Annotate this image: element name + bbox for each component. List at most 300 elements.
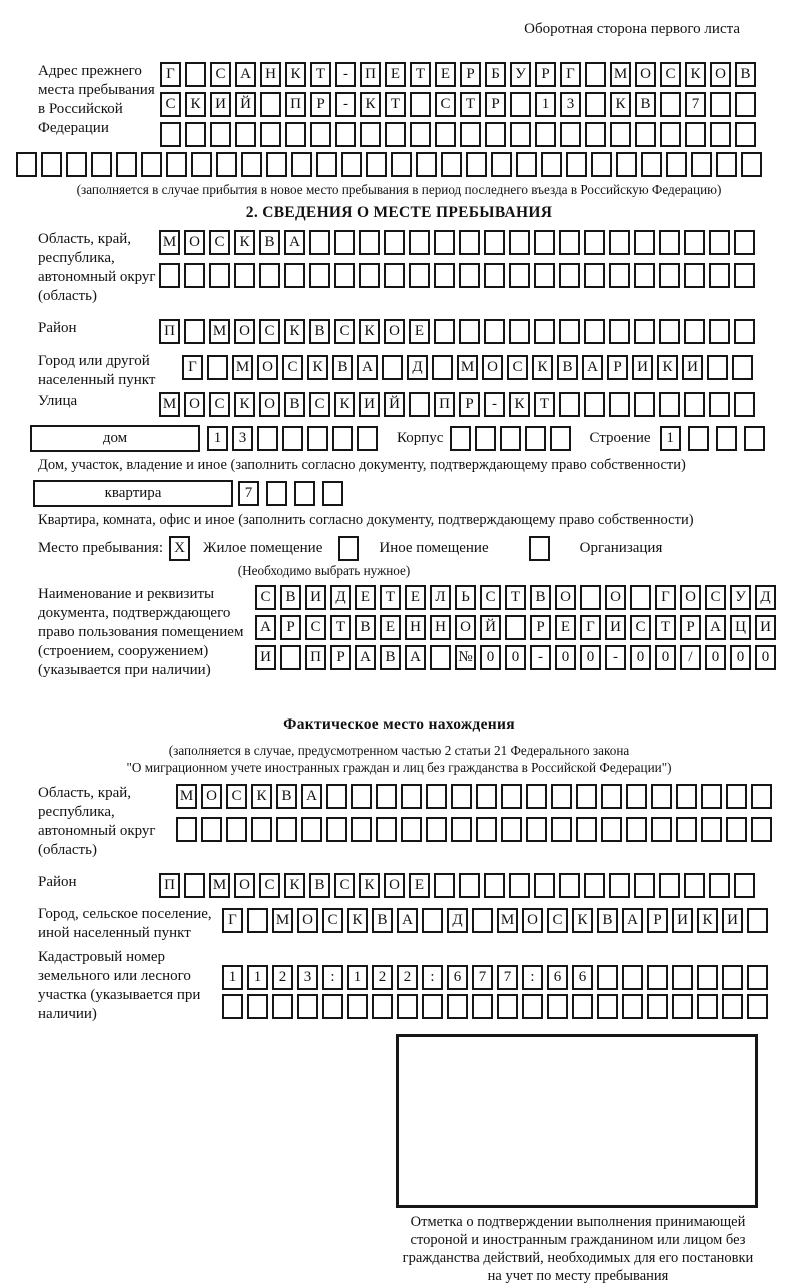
char-cell bbox=[476, 784, 497, 809]
char-cell bbox=[66, 152, 87, 177]
char-cell bbox=[366, 152, 387, 177]
char-cell: № bbox=[455, 645, 476, 670]
char-cell bbox=[484, 873, 505, 898]
char-cell: Н bbox=[430, 615, 451, 640]
char-cell bbox=[259, 263, 280, 288]
char-cell bbox=[359, 230, 380, 255]
char-cell: К bbox=[334, 392, 355, 417]
char-cell bbox=[622, 965, 643, 990]
char-cell bbox=[334, 263, 355, 288]
char-cell bbox=[651, 784, 672, 809]
char-cell: В bbox=[355, 615, 376, 640]
char-cell bbox=[297, 994, 318, 1019]
char-cell: Р bbox=[485, 92, 506, 117]
char-cell: М bbox=[159, 230, 180, 255]
char-cell: А bbox=[705, 615, 726, 640]
char-cell bbox=[510, 92, 531, 117]
char-cell bbox=[260, 122, 281, 147]
box-row bbox=[450, 426, 575, 451]
char-cell bbox=[685, 122, 706, 147]
district-label: Район bbox=[38, 320, 77, 336]
char-cell bbox=[676, 817, 697, 842]
char-cell: Р bbox=[460, 62, 481, 87]
char-cell: Б bbox=[485, 62, 506, 87]
box-row bbox=[255, 645, 780, 670]
box-row bbox=[176, 817, 776, 842]
char-cell: В bbox=[280, 585, 301, 610]
char-cell bbox=[510, 122, 531, 147]
char-cell: В bbox=[735, 62, 756, 87]
char-cell bbox=[551, 817, 572, 842]
char-cell bbox=[659, 319, 680, 344]
char-cell bbox=[585, 92, 606, 117]
char-cell bbox=[585, 122, 606, 147]
char-cell bbox=[572, 994, 593, 1019]
stamp-caption bbox=[382, 1213, 774, 1285]
stamp-caption-line: Отметка о подтверждении выполнения принимающей bbox=[410, 1214, 746, 1230]
char-cell: : bbox=[522, 965, 543, 990]
char-cell bbox=[584, 263, 605, 288]
char-cell: 1 bbox=[207, 426, 228, 451]
char-cell bbox=[432, 355, 453, 380]
char-cell bbox=[691, 152, 712, 177]
box-row bbox=[159, 392, 759, 417]
char-cell: Р bbox=[680, 615, 701, 640]
char-cell bbox=[160, 122, 181, 147]
char-cell: С bbox=[160, 92, 181, 117]
char-cell bbox=[16, 152, 37, 177]
char-cell: К bbox=[234, 392, 255, 417]
stay-type-note: (Необходимо выбрать нужное) bbox=[237, 563, 411, 578]
char-cell: М bbox=[209, 873, 230, 898]
char-cell bbox=[601, 817, 622, 842]
char-cell bbox=[634, 263, 655, 288]
char-cell bbox=[334, 230, 355, 255]
char-cell bbox=[351, 784, 372, 809]
char-cell bbox=[459, 319, 480, 344]
char-cell: М bbox=[176, 784, 197, 809]
char-cell: Г bbox=[655, 585, 676, 610]
char-cell: 0 bbox=[580, 645, 601, 670]
char-cell: А bbox=[405, 645, 426, 670]
char-cell bbox=[684, 392, 705, 417]
char-cell bbox=[526, 817, 547, 842]
city2-label: Город, сельское поселение, иной населенный пункт bbox=[38, 906, 212, 941]
char-cell bbox=[709, 873, 730, 898]
char-cell: О bbox=[184, 230, 205, 255]
char-cell: У bbox=[510, 62, 531, 87]
char-cell bbox=[634, 230, 655, 255]
street-label: Улица bbox=[38, 393, 78, 409]
char-cell bbox=[235, 122, 256, 147]
char-cell bbox=[441, 152, 462, 177]
box-row bbox=[222, 965, 772, 990]
char-cell: К bbox=[697, 908, 718, 933]
char-cell bbox=[409, 263, 430, 288]
char-cell bbox=[509, 873, 530, 898]
char-cell bbox=[684, 230, 705, 255]
char-cell bbox=[541, 152, 562, 177]
char-cell: Р bbox=[530, 615, 551, 640]
char-cell bbox=[422, 994, 443, 1019]
char-cell bbox=[266, 152, 287, 177]
char-cell: С bbox=[334, 873, 355, 898]
char-cell bbox=[322, 481, 343, 506]
char-cell: О bbox=[257, 355, 278, 380]
char-cell bbox=[559, 230, 580, 255]
char-cell: 1 bbox=[222, 965, 243, 990]
char-cell: Г bbox=[222, 908, 243, 933]
char-cell bbox=[710, 122, 731, 147]
house-note: Дом, участок, владение и иное (заполнить согласно документу, подтверждающему право собственности) bbox=[38, 457, 686, 473]
char-cell bbox=[360, 122, 381, 147]
char-cell: Т bbox=[534, 392, 555, 417]
char-cell: Т bbox=[655, 615, 676, 640]
char-cell: Д bbox=[330, 585, 351, 610]
char-cell bbox=[301, 817, 322, 842]
char-cell: И bbox=[605, 615, 626, 640]
char-cell: Р bbox=[330, 645, 351, 670]
char-cell bbox=[684, 319, 705, 344]
char-cell: И bbox=[632, 355, 653, 380]
house-row bbox=[16, 425, 782, 452]
char-cell bbox=[484, 263, 505, 288]
char-cell: Г bbox=[560, 62, 581, 87]
box-row bbox=[238, 481, 350, 506]
char-cell bbox=[430, 645, 451, 670]
region2-rows bbox=[176, 784, 776, 846]
stamp-caption-line: стороной и иностранным гражданином или лицом без bbox=[410, 1232, 746, 1248]
char-cell bbox=[332, 426, 353, 451]
box-row bbox=[176, 784, 776, 809]
char-cell: Е bbox=[409, 873, 430, 898]
document-rows bbox=[255, 585, 780, 674]
char-cell bbox=[272, 994, 293, 1019]
char-cell bbox=[210, 122, 231, 147]
char-cell bbox=[285, 122, 306, 147]
char-cell bbox=[651, 817, 672, 842]
char-cell bbox=[472, 994, 493, 1019]
char-cell: 1 bbox=[660, 426, 681, 451]
char-cell: М bbox=[610, 62, 631, 87]
char-cell: К bbox=[307, 355, 328, 380]
char-cell: А bbox=[301, 784, 322, 809]
char-cell bbox=[525, 426, 546, 451]
char-cell: Р bbox=[647, 908, 668, 933]
char-cell bbox=[659, 873, 680, 898]
char-cell bbox=[484, 230, 505, 255]
char-cell: 6 bbox=[572, 965, 593, 990]
char-cell: К bbox=[572, 908, 593, 933]
char-cell: С bbox=[210, 62, 231, 87]
char-cell: Н bbox=[405, 615, 426, 640]
char-cell bbox=[326, 817, 347, 842]
char-cell bbox=[357, 426, 378, 451]
char-cell bbox=[397, 994, 418, 1019]
char-cell bbox=[222, 994, 243, 1019]
char-cell bbox=[534, 263, 555, 288]
char-cell bbox=[426, 784, 447, 809]
stamp-caption-line: гражданства действий, необходимых для его постановки bbox=[402, 1250, 754, 1266]
char-cell bbox=[747, 994, 768, 1019]
char-cell: Е bbox=[355, 585, 376, 610]
char-cell: К bbox=[284, 873, 305, 898]
char-cell bbox=[434, 319, 455, 344]
char-cell: 2 bbox=[372, 965, 393, 990]
char-cell: - bbox=[530, 645, 551, 670]
char-cell bbox=[707, 355, 728, 380]
char-cell: К bbox=[657, 355, 678, 380]
char-cell: С bbox=[705, 585, 726, 610]
char-cell: Л bbox=[430, 585, 451, 610]
char-cell bbox=[234, 263, 255, 288]
char-cell bbox=[597, 994, 618, 1019]
box-row bbox=[160, 122, 760, 147]
char-cell: О bbox=[184, 392, 205, 417]
char-cell bbox=[176, 817, 197, 842]
char-cell: В bbox=[635, 92, 656, 117]
char-cell: О bbox=[555, 585, 576, 610]
char-cell bbox=[609, 230, 630, 255]
char-cell bbox=[659, 230, 680, 255]
prev-address-block bbox=[16, 62, 782, 152]
char-cell bbox=[316, 152, 337, 177]
char-cell bbox=[547, 994, 568, 1019]
char-cell bbox=[559, 263, 580, 288]
char-cell bbox=[659, 392, 680, 417]
char-cell: 0 bbox=[630, 645, 651, 670]
char-cell: - bbox=[484, 392, 505, 417]
char-cell bbox=[384, 230, 405, 255]
actual-location-note1: (заполняется в случае, предусмотренном частью 2 статьи 21 Федерального закона bbox=[168, 743, 630, 758]
char-cell bbox=[505, 615, 526, 640]
apartment-label-box: квартира bbox=[33, 480, 233, 507]
char-cell: Р bbox=[535, 62, 556, 87]
char-cell bbox=[709, 319, 730, 344]
char-cell bbox=[185, 62, 206, 87]
char-cell: М bbox=[209, 319, 230, 344]
char-cell: - bbox=[605, 645, 626, 670]
char-cell: В bbox=[309, 319, 330, 344]
char-cell: Т bbox=[505, 585, 526, 610]
char-cell: 0 bbox=[730, 645, 751, 670]
char-cell bbox=[550, 426, 571, 451]
checkbox-organization bbox=[529, 536, 550, 561]
char-cell: В bbox=[276, 784, 297, 809]
char-cell: П bbox=[159, 873, 180, 898]
char-cell: В bbox=[380, 645, 401, 670]
char-cell: Д bbox=[755, 585, 776, 610]
char-cell bbox=[291, 152, 312, 177]
char-cell bbox=[744, 426, 765, 451]
char-cell: Г bbox=[160, 62, 181, 87]
box-row bbox=[255, 615, 780, 640]
char-cell bbox=[485, 122, 506, 147]
char-cell bbox=[284, 263, 305, 288]
char-cell: 7 bbox=[472, 965, 493, 990]
prev-address-note: (заполняется в случае прибытия в новое место пребывания в период последнего въезда в Российскую Федерацию) bbox=[76, 182, 722, 197]
char-cell bbox=[626, 817, 647, 842]
char-cell bbox=[276, 817, 297, 842]
char-cell bbox=[184, 319, 205, 344]
char-cell bbox=[559, 392, 580, 417]
char-cell: О bbox=[259, 392, 280, 417]
cadastral-block bbox=[16, 948, 782, 1024]
confirmation-stamp-box bbox=[396, 1034, 758, 1208]
char-cell bbox=[609, 319, 630, 344]
char-cell bbox=[732, 355, 753, 380]
char-cell bbox=[522, 994, 543, 1019]
char-cell: О bbox=[522, 908, 543, 933]
char-cell bbox=[734, 873, 755, 898]
char-cell: 1 bbox=[535, 92, 556, 117]
char-cell: И bbox=[672, 908, 693, 933]
stay-type-row bbox=[16, 536, 782, 561]
char-cell bbox=[630, 585, 651, 610]
char-cell bbox=[41, 152, 62, 177]
char-cell: 7 bbox=[497, 965, 518, 990]
char-cell bbox=[560, 122, 581, 147]
char-cell bbox=[310, 122, 331, 147]
cadastral-rows bbox=[222, 965, 772, 1023]
char-cell: 2 bbox=[272, 965, 293, 990]
char-cell bbox=[294, 481, 315, 506]
char-cell bbox=[372, 994, 393, 1019]
char-cell bbox=[647, 994, 668, 1019]
city-block bbox=[16, 352, 782, 390]
char-cell bbox=[185, 122, 206, 147]
char-cell: К bbox=[234, 230, 255, 255]
char-cell: С bbox=[480, 585, 501, 610]
char-cell: П bbox=[285, 92, 306, 117]
char-cell bbox=[191, 152, 212, 177]
char-cell: И bbox=[682, 355, 703, 380]
char-cell: А bbox=[355, 645, 376, 670]
char-cell bbox=[566, 152, 587, 177]
char-cell: А bbox=[357, 355, 378, 380]
char-cell: С bbox=[282, 355, 303, 380]
char-cell: Д bbox=[447, 908, 468, 933]
char-cell bbox=[551, 784, 572, 809]
char-cell bbox=[426, 817, 447, 842]
char-cell: С bbox=[209, 392, 230, 417]
char-cell: Е bbox=[380, 615, 401, 640]
char-cell bbox=[659, 263, 680, 288]
box-row bbox=[160, 62, 760, 87]
stroenie-label: Строение bbox=[589, 430, 651, 446]
char-cell: О bbox=[605, 585, 626, 610]
char-cell bbox=[747, 908, 768, 933]
char-cell: Й bbox=[480, 615, 501, 640]
char-cell bbox=[735, 92, 756, 117]
char-cell: Е bbox=[435, 62, 456, 87]
box-row bbox=[660, 426, 772, 451]
char-cell: Е bbox=[405, 585, 426, 610]
char-cell: Т bbox=[310, 62, 331, 87]
option-other-premises-label: Иное помещение bbox=[379, 540, 489, 556]
box-row bbox=[159, 263, 759, 288]
char-cell bbox=[576, 784, 597, 809]
char-cell: К bbox=[610, 92, 631, 117]
char-cell: 6 bbox=[547, 965, 568, 990]
city2-block bbox=[16, 905, 782, 943]
char-cell bbox=[584, 230, 605, 255]
char-cell: С bbox=[334, 319, 355, 344]
char-cell bbox=[475, 426, 496, 451]
char-cell bbox=[476, 817, 497, 842]
char-cell: О bbox=[384, 873, 405, 898]
char-cell: О bbox=[201, 784, 222, 809]
char-cell bbox=[672, 965, 693, 990]
char-cell bbox=[450, 426, 471, 451]
region-label: Область, край, республика, автономный округ (область) bbox=[38, 231, 156, 304]
char-cell bbox=[347, 994, 368, 1019]
char-cell bbox=[384, 263, 405, 288]
char-cell bbox=[376, 784, 397, 809]
char-cell: Й bbox=[384, 392, 405, 417]
box-row bbox=[182, 355, 757, 380]
char-cell bbox=[534, 873, 555, 898]
char-cell bbox=[91, 152, 112, 177]
char-cell bbox=[710, 92, 731, 117]
char-cell: К bbox=[285, 62, 306, 87]
char-cell bbox=[591, 152, 612, 177]
char-cell bbox=[282, 426, 303, 451]
char-cell bbox=[391, 152, 412, 177]
char-cell: Т bbox=[410, 62, 431, 87]
char-cell: Р bbox=[310, 92, 331, 117]
char-cell bbox=[451, 784, 472, 809]
box-row bbox=[255, 585, 780, 610]
box-row bbox=[159, 230, 759, 255]
char-cell bbox=[610, 122, 631, 147]
char-cell: Е bbox=[385, 62, 406, 87]
char-cell: 0 bbox=[505, 645, 526, 670]
region-block bbox=[16, 230, 782, 306]
char-cell: 0 bbox=[480, 645, 501, 670]
char-cell bbox=[534, 230, 555, 255]
char-cell bbox=[247, 994, 268, 1019]
char-cell bbox=[459, 263, 480, 288]
char-cell: 0 bbox=[705, 645, 726, 670]
char-cell: П bbox=[434, 392, 455, 417]
char-cell: - bbox=[335, 92, 356, 117]
char-cell bbox=[459, 873, 480, 898]
char-cell bbox=[491, 152, 512, 177]
char-cell bbox=[466, 152, 487, 177]
char-cell bbox=[247, 908, 268, 933]
char-cell: С bbox=[322, 908, 343, 933]
char-cell bbox=[716, 426, 737, 451]
region-rows bbox=[159, 230, 759, 292]
char-cell: Т bbox=[330, 615, 351, 640]
char-cell bbox=[734, 319, 755, 344]
char-cell: И bbox=[255, 645, 276, 670]
char-cell: О bbox=[384, 319, 405, 344]
char-cell bbox=[509, 263, 530, 288]
char-cell bbox=[435, 122, 456, 147]
char-cell: С bbox=[547, 908, 568, 933]
char-cell: К bbox=[532, 355, 553, 380]
char-cell bbox=[735, 122, 756, 147]
char-cell: 1 bbox=[347, 965, 368, 990]
district2-label: Район bbox=[38, 874, 77, 890]
char-cell: / bbox=[680, 645, 701, 670]
char-cell: Г bbox=[580, 615, 601, 640]
char-cell: Р bbox=[280, 615, 301, 640]
char-cell bbox=[226, 817, 247, 842]
stamp-caption-line: на учет по месту пребывания bbox=[487, 1268, 669, 1284]
